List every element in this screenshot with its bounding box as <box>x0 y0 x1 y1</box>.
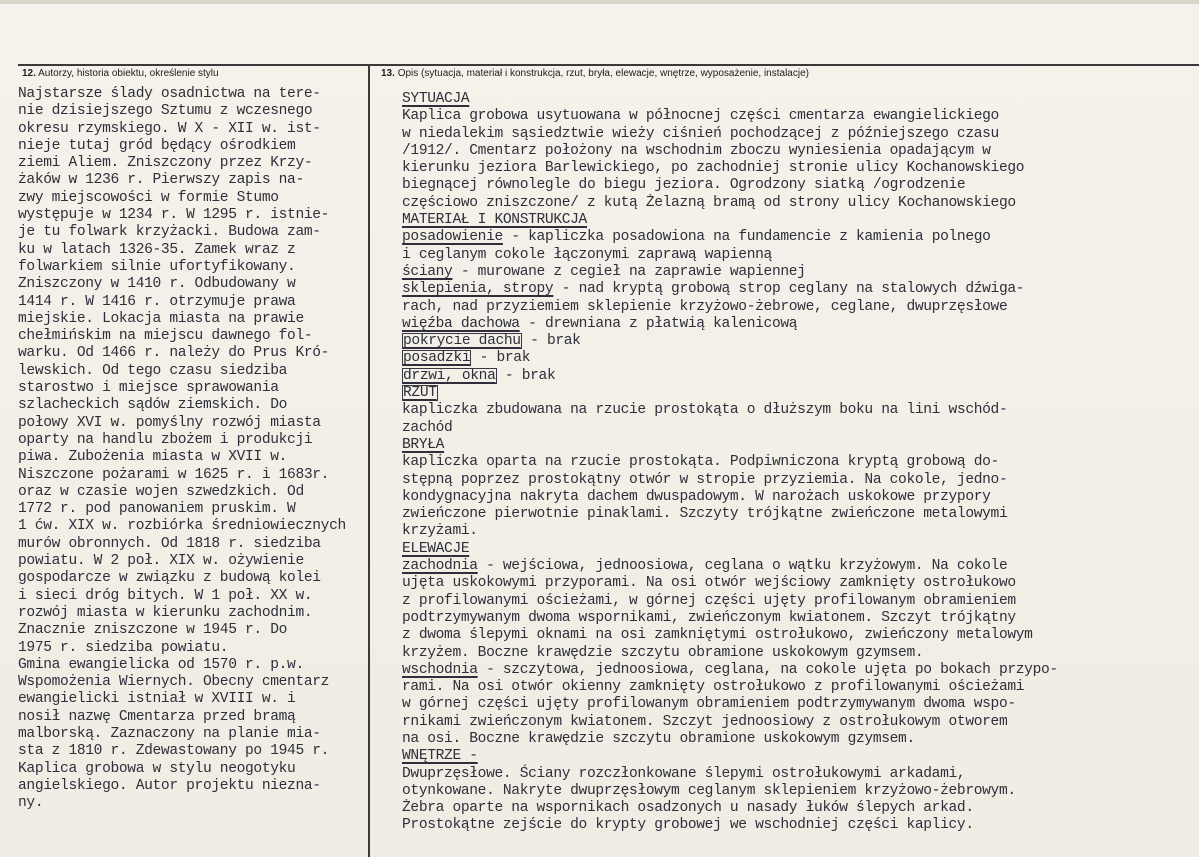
description-line <box>402 731 1192 748</box>
history-line: murów obronnych. Od 1818 r. siedziba <box>18 535 321 552</box>
history-text <box>18 86 378 812</box>
description-line <box>402 299 1192 316</box>
description-line <box>402 696 1192 713</box>
description-text-run: - kapliczka posadowiona na fundamencie z kamienia polnego <box>502 229 991 246</box>
description-line <box>402 368 1192 385</box>
history-line: starostwo i miejsce sprawowania <box>18 380 279 397</box>
description-line <box>402 679 1192 696</box>
section-heading: ELEWACJE <box>402 540 470 557</box>
history-line: ku w latach 1326-35. Zamek wraz z <box>18 241 296 258</box>
history-line: i sieci dróg bitych. W 1 poł. XX w. <box>18 587 313 604</box>
description-line <box>402 662 1192 679</box>
description-text-run: ujęta uskokowymi przyporami. Na osi otwór wejściowy zamknięty ostrołukowo <box>402 575 1016 592</box>
section-12-header <box>22 68 219 79</box>
description-text-run: w górnej części ujęty profilowanym obramieniem podtrzymywanym dwoma wspo- <box>402 696 1016 713</box>
history-line: malborską. Zaznaczony na planie mia- <box>18 725 321 742</box>
description-line <box>402 783 1192 800</box>
section-heading: pokrycie dachu <box>403 333 521 350</box>
history-line: lewskich. Od tego czasu siedziba <box>18 362 288 379</box>
description-line <box>402 264 1192 281</box>
description-text-run: krzyżem. Boczne krawędzie szczytu obramione uskokowym gzymsem. <box>402 644 924 661</box>
description-text-run: - murowane z cegieł na zaprawie wapiennej <box>452 263 806 280</box>
description-text-run: kondygnacyjna nakryta dachem dwuspadowym. W narożach uskokowe przypory <box>402 488 991 505</box>
history-line: Gmina ewangielicka od 1570 r. p.w. <box>18 656 304 673</box>
description-line <box>402 229 1192 246</box>
description-line <box>402 160 1192 177</box>
description-text-run: - wejściowa, jednoosiowa, ceglana o wątku krzyżowym. Na cokole <box>477 558 1008 575</box>
section-13-header <box>381 68 809 79</box>
history-line: je tu folwark krzyżacki. Budowa zam- <box>18 224 321 241</box>
description-line <box>402 91 1192 108</box>
description-line <box>402 350 1192 367</box>
description-line <box>402 195 1192 212</box>
description-text-run: krzyżami. <box>402 523 478 540</box>
description-text-run: częściowo zniszczone/ z kutą Żelazną bramą od strony ulicy Kochanowskiego <box>402 194 1016 211</box>
description-text-run: Kaplica grobowa usytuowana w północnej części cmentarza ewangielickiego <box>402 108 999 125</box>
history-line: warku. Od 1466 r. należy do Prus Kró- <box>18 345 330 362</box>
section-heading: RZUT <box>403 385 437 402</box>
section-heading: BRYŁA <box>402 436 445 453</box>
history-line: 1772 r. pod panowaniem pruskim. W <box>18 501 296 518</box>
history-line: występuje w 1234 r. W 1295 r. istnie- <box>18 207 330 224</box>
description-text-run: - szczytowa, jednoosiowa, ceglana, na cokole ujęta po bokach przypo- <box>477 661 1058 678</box>
section-heading: ściany <box>402 263 453 280</box>
header-divider <box>18 64 1199 66</box>
description-text <box>402 91 1192 835</box>
description-line <box>402 454 1192 471</box>
description-line <box>402 714 1192 731</box>
history-line: zwy miejscowości w formie Stumo <box>18 189 279 206</box>
description-line <box>402 523 1192 540</box>
history-line: folwarkiem silnie ufortyfikowany. <box>18 258 296 275</box>
description-line <box>402 402 1192 419</box>
history-line: szlacheckich sądów ziemskich. Do <box>18 397 288 414</box>
description-line <box>402 281 1192 298</box>
card-edge <box>0 0 1199 4</box>
description-text-run: Żebra oparte na wspornikach osadzonych u nasady łuków ślepych arkad. <box>402 800 974 817</box>
history-line: Znacznie zniszczone w 1945 r. Do <box>18 622 288 639</box>
section-heading: MATERIAŁ I KONSTRUKCJA <box>402 212 587 229</box>
description-line <box>402 506 1192 523</box>
description-line <box>402 558 1192 575</box>
history-line: 1414 r. W 1416 r. otrzymuje prawa <box>18 293 296 310</box>
history-line: połowy XVI w. pomyślny rozwój miasta <box>18 414 321 431</box>
description-text-run: - nad kryptą grobową strop ceglany na stalowych dźwiga- <box>553 281 1025 298</box>
section-heading: drzwi, okna <box>403 367 496 384</box>
description-line <box>402 472 1192 489</box>
history-line: Niszczone pożarami w 1625 r. i 1683r. <box>18 466 330 483</box>
history-line: chełmińskim na miejscu dawnego fol- <box>18 328 313 345</box>
description-text-run: z dwoma ślepymi oknami na osi zamkniętymi ostrołukowo, zwieńczony metalowym <box>402 627 1033 644</box>
description-text-run: zwieńczone pierwotnie pinaklami. Szczyty trójkątne zwieńczone metalowymi <box>402 506 1008 523</box>
section-13-title: Opis (sytuacja, materiał i konstrukcja, rzut, bryła, elewacje, wnętrze, wyposażenie, instalacje) <box>397 68 809 79</box>
history-line: angielskiego. Autor projektu niezna- <box>18 777 321 794</box>
section-heading: więźba dachowa <box>402 315 520 332</box>
section-heading: wschodnia <box>402 661 478 678</box>
description-line <box>402 817 1192 834</box>
description-text-run: na osi. Boczne krawędzie szczytu obramione uskokowym gzymsem. <box>402 730 915 747</box>
description-text-run: w niedalekim sąsiedztwie wieży ciśnień pochodzącej z późniejszego czasu <box>402 125 999 142</box>
history-line: Zniszczony w 1410 r. Odbudowany w <box>18 276 296 293</box>
history-line: Kaplica grobowa w stylu neogotyku <box>18 760 296 777</box>
description-text-run: rami. Na osi otwór okienny zamknięty ostrołukowo z profilowanymi ościeżami <box>402 679 1025 696</box>
description-text-run: biegnącej równolegle do biegu jeziora. Ogrodzony siatką /ogrodzenie <box>402 177 966 194</box>
history-line: oparty na handlu zbożem i produkcji <box>18 431 313 448</box>
history-line: oraz w czasie wojen szwedzkich. Od <box>18 483 304 500</box>
description-text-run: Dwuprzęsłowe. Ściany rozczłonkowane ślepymi ostrołukowymi arkadami, <box>402 765 966 782</box>
history-line: Wspomożenia Wiernych. Obecny cmentarz <box>18 674 330 691</box>
description-text-run: rach, nad przyziemiem sklepienie krzyżowo-żebrowe, ceglane, dwuprzęsłowe <box>402 298 1008 315</box>
history-line: ewangielicki istniał w XVIII w. i <box>18 691 296 708</box>
description-line <box>402 420 1192 437</box>
description-text-run: Prostokątne zejście do krypty grobowej we wschodniej części kaplicy. <box>402 817 974 834</box>
description-text-run: - drewniana z płatwią kalenicową <box>519 315 798 332</box>
history-line: powiatu. W 2 poł. XIX w. ożywienie <box>18 553 304 570</box>
history-line: żaków w 1236 r. Pierwszy zapis na- <box>18 172 304 189</box>
description-line <box>402 489 1192 506</box>
description-line <box>402 645 1192 662</box>
description-text-run: kapliczka oparta na rzucie prostokąta. Podpiwniczona kryptą grobową do- <box>402 454 999 471</box>
history-line: 1975 r. siedziba powiatu. <box>18 639 229 656</box>
section-heading: sklepienia, stropy <box>402 281 554 298</box>
history-line: ny. <box>18 795 44 812</box>
history-line: gospodarcze w związku z budową kolei <box>18 570 321 587</box>
description-text-run: kapliczka zbudowana na rzucie prostokąta o dłuższym boku na lini wschód- <box>402 402 1008 419</box>
section-heading: SYTUACJA <box>402 91 470 107</box>
description-text-run: /1912/. Cmentarz położony na wschodnim zboczu wyniesienia opadającym w <box>402 142 991 159</box>
description-line <box>402 247 1192 264</box>
description-text-run: rnikami zwieńczonym kwiatonem. Szczyt jednoosiowy z ostrołukowym otworem <box>402 713 1008 730</box>
history-line: miejskie. Lokacja miasta na prawie <box>18 310 304 327</box>
section-heading: zachodnia <box>402 558 478 575</box>
description-line <box>402 627 1192 644</box>
description-text-run: podtrzymywanym dwoma wspornikami, zwieńczonym kwiatonem. Szczyt trójkątny <box>402 609 1016 626</box>
description-text-run: zachód <box>402 419 453 436</box>
section-12-title: Autorzy, historia obiektu, określenie stylu <box>38 68 219 79</box>
description-line <box>402 212 1192 229</box>
section-heading: posadzki <box>403 350 471 367</box>
description-text-run: i ceglanym cokole łączonymi zaprawą wapienną <box>402 246 772 263</box>
description-line <box>402 748 1192 765</box>
description-line <box>402 541 1192 558</box>
description-text-run: stępną poprzez prostokątny otwór w stropie przyziemia. Na cokole, jedno- <box>402 471 1008 488</box>
description-text-run: - brak <box>496 367 556 384</box>
description-text-run: z profilowanymi ościeżami, w górnej części ujęty profilowanym obramieniem <box>402 592 1016 609</box>
description-line <box>402 385 1192 402</box>
history-line: nosił nazwę Cmentarza przed bramą <box>18 708 296 725</box>
description-line <box>402 766 1192 783</box>
description-line <box>402 333 1192 350</box>
description-line <box>402 177 1192 194</box>
description-line <box>402 610 1192 627</box>
history-line: okresu rzymskiego. W X - XII w. ist- <box>18 120 321 137</box>
description-text-run: - brak <box>471 350 531 367</box>
history-line: rozwój miasta w kierunku zachodnim. <box>18 604 313 621</box>
history-line: ziemi Aliem. Zniszczony przez Krzy- <box>18 155 313 172</box>
description-line <box>402 437 1192 454</box>
description-line <box>402 575 1192 592</box>
description-line <box>402 316 1192 333</box>
history-line: 1 ćw. XIX w. rozbiórka średniowiecznych <box>18 518 346 535</box>
description-line <box>402 800 1192 817</box>
history-line: piwa. Zubożenia miasta w XVII w. <box>18 449 288 466</box>
section-12-number: 12. <box>22 68 36 79</box>
history-line: sta z 1810 r. Zdewastowany po 1945 r. <box>18 743 330 760</box>
section-heading: WNĘTRZE - <box>402 748 478 765</box>
description-text-run: kierunku jeziora Barlewickiego, po zachodniej stronie ulicy Kochanowskiego <box>402 160 1025 177</box>
history-line: nieje tutaj gród będący ośrodkiem <box>18 137 296 154</box>
description-line <box>402 593 1192 610</box>
history-line: Najstarsze ślady osadnictwa na tere- <box>18 86 321 102</box>
section-13-number: 13. <box>381 68 395 79</box>
section-heading: posadowienie <box>402 229 503 246</box>
description-line <box>402 143 1192 160</box>
description-text-run: - brak <box>521 333 581 350</box>
history-line: nie dzisiejszego Sztumu z wczesnego <box>18 103 313 120</box>
description-line <box>402 108 1192 125</box>
description-line <box>402 126 1192 143</box>
description-text-run: otynkowane. Nakryte dwuprzęsłowym ceglanym sklepieniem krzyżowo-żebrowym. <box>402 782 1016 799</box>
